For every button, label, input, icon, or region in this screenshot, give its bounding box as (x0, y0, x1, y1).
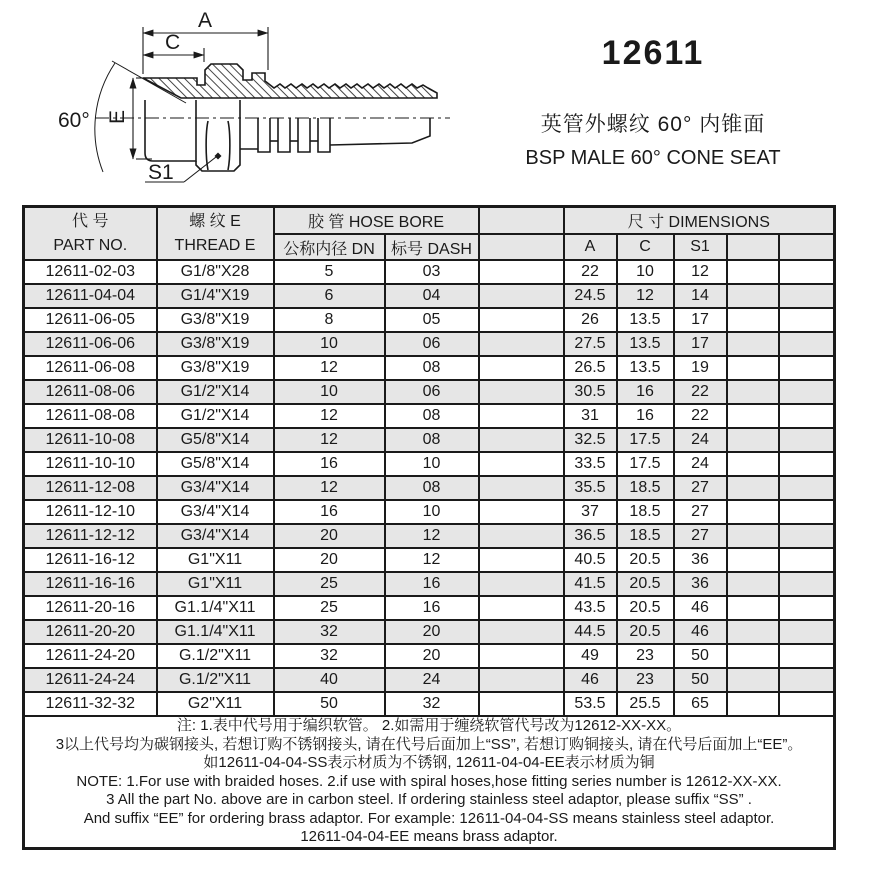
table-cell (479, 572, 564, 596)
header-part-no-en: PART NO. (53, 236, 128, 254)
table-cell: 50 (274, 692, 385, 716)
table-cell (479, 500, 564, 524)
dim-a (143, 27, 268, 74)
table-cell: 12 (385, 524, 479, 548)
table-cell (779, 668, 835, 692)
table-cell (727, 644, 779, 668)
note-line: NOTE: 1.For use with braided hoses. 2.if use with spiral hoses,hose fitting series number is 12612-XX-XX. (76, 772, 782, 790)
table-cell: 12 (674, 260, 727, 284)
note-line: 注: 1.表中代号用于编织软管。 2.如需用于缠绕软管代号改为12612-XX-XX。 (176, 717, 682, 734)
table-cell (779, 428, 835, 452)
table-cell (727, 620, 779, 644)
table-cell (779, 308, 835, 332)
table-cell (727, 524, 779, 548)
table-cell (479, 260, 564, 284)
table-cell: 50 (674, 668, 727, 692)
table-cell: G.1/2"X11 (157, 644, 274, 668)
table-row (24, 500, 835, 524)
table-cell: 24 (385, 668, 479, 692)
table-cell: G5/8"X14 (157, 452, 274, 476)
table-cell: 13.5 (617, 332, 674, 356)
table-cell: 26 (564, 308, 617, 332)
table-cell: 40 (274, 668, 385, 692)
table-row (24, 308, 835, 332)
table-cell: 12611-08-06 (24, 380, 157, 404)
table-cell: 44.5 (564, 620, 617, 644)
header-dim-a: A (564, 234, 617, 260)
dim-c-label: C (165, 31, 181, 54)
table-cell: G1/2"X14 (157, 380, 274, 404)
header-part-no-zh: 代 号 (72, 212, 109, 230)
table-cell: G5/8"X14 (157, 428, 274, 452)
table-cell: 12611-04-04 (24, 284, 157, 308)
table-cell: G3/8"X19 (157, 308, 274, 332)
subtitle-chinese: 英管外螺纹 60° 内锥面 (540, 113, 766, 136)
table-cell: 12611-10-10 (24, 452, 157, 476)
table-cell (779, 284, 835, 308)
table-cell: 24 (674, 428, 727, 452)
table-cell: 20 (385, 644, 479, 668)
dim-e-label: E (106, 109, 129, 124)
table-cell: 35.5 (564, 476, 617, 500)
table-cell: G1/4"X19 (157, 284, 274, 308)
table-cell: 10 (385, 500, 479, 524)
table-cell: 25 (274, 572, 385, 596)
table-cell (479, 548, 564, 572)
table-cell: 12 (274, 476, 385, 500)
table-cell (479, 428, 564, 452)
table-cell: G2"X11 (157, 692, 274, 716)
table-cell: 12 (274, 404, 385, 428)
table-cell (479, 356, 564, 380)
table-cell (727, 284, 779, 308)
table-cell (779, 596, 835, 620)
table-cell (727, 404, 779, 428)
subtitle-english: BSP MALE 60° CONE SEAT (525, 147, 781, 169)
table-cell: 10 (274, 332, 385, 356)
table-cell: G1.1/4"X11 (157, 620, 274, 644)
table-cell: 36 (674, 548, 727, 572)
table-cell: 12 (617, 284, 674, 308)
table-cell (727, 500, 779, 524)
table-cell: 65 (674, 692, 727, 716)
table-row (24, 692, 835, 716)
table-cell: 18.5 (617, 500, 674, 524)
table-cell (779, 476, 835, 500)
table-cell: 20.5 (617, 548, 674, 572)
table-cell: G3/4"X14 (157, 476, 274, 500)
table-cell: 32 (274, 644, 385, 668)
table-cell (727, 332, 779, 356)
table-cell: 46 (564, 668, 617, 692)
table-cell: G1.1/4"X11 (157, 596, 274, 620)
header-dim-s1: S1 (674, 234, 727, 260)
table-cell: 05 (385, 308, 479, 332)
note-line: 3以上代号均为碳钢接头, 若想订购不锈钢接头, 请在代号后面加上“SS”, 若想订购铜接头, 请在代号后面加上“EE”。 (55, 735, 803, 753)
table-cell (479, 284, 564, 308)
table-cell: 03 (385, 260, 479, 284)
s1-label: S1 (148, 161, 174, 184)
table-cell: 16 (385, 596, 479, 620)
table-cell: 30.5 (564, 380, 617, 404)
notes-row (24, 716, 835, 848)
table-cell: 12611-06-05 (24, 308, 157, 332)
header-thread-zh: 螺 纹 E (189, 212, 241, 230)
table-cell (479, 644, 564, 668)
table-cell: 08 (385, 404, 479, 428)
table-row (24, 332, 835, 356)
table-row (24, 572, 835, 596)
table-cell: 20 (385, 620, 479, 644)
table-cell: 23 (617, 668, 674, 692)
table-cell: 16 (274, 452, 385, 476)
table-cell (779, 260, 835, 284)
table-cell (779, 644, 835, 668)
table-cell: 12611-24-24 (24, 668, 157, 692)
table-cell: 8 (274, 308, 385, 332)
table-cell (779, 620, 835, 644)
table-cell: 12611-06-08 (24, 356, 157, 380)
table-cell (479, 404, 564, 428)
table-cell (479, 476, 564, 500)
header-part-no (24, 207, 157, 261)
header-spare-bottom (479, 234, 564, 260)
table-cell: G1"X11 (157, 548, 274, 572)
table-cell: 5 (274, 260, 385, 284)
table-cell: G3/8"X19 (157, 356, 274, 380)
table-cell: G1"X11 (157, 572, 274, 596)
table-cell: 12611-20-20 (24, 620, 157, 644)
table-cell: 36.5 (564, 524, 617, 548)
dim-a-label: A (198, 9, 213, 32)
table-cell (727, 692, 779, 716)
table-cell: 12611-06-06 (24, 332, 157, 356)
table-cell: 26.5 (564, 356, 617, 380)
table-cell: 40.5 (564, 548, 617, 572)
table-cell: G3/4"X14 (157, 500, 274, 524)
fitting-drawing (0, 0, 460, 200)
header-dimensions: 尺 寸 DIMENSIONS (564, 207, 835, 235)
table-cell: 53.5 (564, 692, 617, 716)
table-cell: 33.5 (564, 452, 617, 476)
header-dn: 公称内径 DN (274, 234, 385, 260)
table-cell: 18.5 (617, 476, 674, 500)
table-row (24, 476, 835, 500)
table-cell: 12611-12-12 (24, 524, 157, 548)
table-cell: 12611-20-16 (24, 596, 157, 620)
table-cell: 22 (674, 380, 727, 404)
table-cell (727, 452, 779, 476)
table-cell: 12611-12-10 (24, 500, 157, 524)
table-row (24, 404, 835, 428)
table-cell (727, 428, 779, 452)
table-cell: 19 (674, 356, 727, 380)
table-cell (779, 524, 835, 548)
table-cell: 16 (274, 500, 385, 524)
table-cell: 24.5 (564, 284, 617, 308)
table-row (24, 644, 835, 668)
table-cell: 20.5 (617, 596, 674, 620)
table-cell: 25 (274, 596, 385, 620)
header-hose-bore: 胶 管 HOSE BORE (274, 207, 479, 235)
table-row (24, 596, 835, 620)
cone-angle-label: 60° (58, 109, 90, 132)
exterior-lower (145, 100, 430, 171)
table-cell: 14 (674, 284, 727, 308)
table-row (24, 524, 835, 548)
table-cell: 17 (674, 332, 727, 356)
table-cell (727, 572, 779, 596)
table-cell: 12 (274, 356, 385, 380)
table-cell: 49 (564, 644, 617, 668)
table-cell: 27 (674, 500, 727, 524)
table-cell: 16 (617, 380, 674, 404)
table-cell (727, 308, 779, 332)
table-cell (727, 476, 779, 500)
table-cell: 10 (385, 452, 479, 476)
table-cell (779, 452, 835, 476)
table-row (24, 260, 835, 284)
table-cell: 12611-16-16 (24, 572, 157, 596)
table-cell: 37 (564, 500, 617, 524)
table-row (24, 428, 835, 452)
table-cell (479, 596, 564, 620)
table-cell: 32 (274, 620, 385, 644)
header-spare-1 (727, 234, 779, 260)
table-cell (727, 260, 779, 284)
table-cell: 27 (674, 476, 727, 500)
table-cell: 24 (674, 452, 727, 476)
table-cell (479, 452, 564, 476)
table-cell (727, 548, 779, 572)
header-thread-en: THREAD E (174, 236, 256, 254)
table-cell (779, 404, 835, 428)
table-cell: 20.5 (617, 620, 674, 644)
header-spare-2 (779, 234, 835, 260)
table-cell: 22 (564, 260, 617, 284)
table-cell (479, 380, 564, 404)
table-cell: 17.5 (617, 428, 674, 452)
table-cell (779, 692, 835, 716)
table-cell: 23 (617, 644, 674, 668)
note-line: 3 All the part No. above are in carbon steel. If ordering stainless steel adaptor, please suffix “SS” . (106, 791, 752, 808)
table-cell (479, 692, 564, 716)
table-cell: 06 (385, 380, 479, 404)
table-cell: 12611-24-20 (24, 644, 157, 668)
note-line: 如12611-04-04-SS表示材质为不锈钢, 12611-04-04-EE表示材质为铜 (203, 754, 655, 771)
table-cell (727, 668, 779, 692)
table-cell: 08 (385, 476, 479, 500)
table-row (24, 380, 835, 404)
table-row (24, 284, 835, 308)
table-cell (779, 332, 835, 356)
table-cell: 22 (674, 404, 727, 428)
title-block (458, 34, 848, 170)
table-cell: 46 (674, 620, 727, 644)
table-cell: 50 (674, 644, 727, 668)
table-row (24, 668, 835, 692)
table-cell: 12611-12-08 (24, 476, 157, 500)
table-cell: 32.5 (564, 428, 617, 452)
table-cell: G1/2"X14 (157, 404, 274, 428)
table-cell: 12611-16-12 (24, 548, 157, 572)
table-cell: 31 (564, 404, 617, 428)
header-spare-top (479, 207, 564, 235)
table-cell (479, 620, 564, 644)
table-cell: 27 (674, 524, 727, 548)
table-cell: 12611-02-03 (24, 260, 157, 284)
table-cell: G1/8"X28 (157, 260, 274, 284)
table-cell (779, 380, 835, 404)
table-cell (779, 548, 835, 572)
table-cell: 08 (385, 428, 479, 452)
table-cell (479, 668, 564, 692)
table-cell (727, 596, 779, 620)
table-cell: 06 (385, 332, 479, 356)
table-cell: 12611-10-08 (24, 428, 157, 452)
table-cell: 20.5 (617, 572, 674, 596)
table-cell: 17.5 (617, 452, 674, 476)
section-upper (143, 64, 437, 98)
part-series-code: 12611 (601, 34, 705, 72)
table-cell (479, 524, 564, 548)
table-cell (779, 500, 835, 524)
table-cell: 10 (617, 260, 674, 284)
table-cell: 20 (274, 548, 385, 572)
table-cell: 08 (385, 356, 479, 380)
table-cell: 12 (385, 548, 479, 572)
header-dim-c: C (617, 234, 674, 260)
table-cell: 6 (274, 284, 385, 308)
table-cell: 18.5 (617, 524, 674, 548)
table-cell (727, 380, 779, 404)
table-row (24, 548, 835, 572)
table-cell: 16 (617, 404, 674, 428)
notes-box (24, 716, 835, 848)
table-cell: 13.5 (617, 356, 674, 380)
table-row (24, 620, 835, 644)
table-cell: 41.5 (564, 572, 617, 596)
table-body (24, 260, 835, 716)
table-cell (727, 356, 779, 380)
table-cell (479, 308, 564, 332)
table-cell: G.1/2"X11 (157, 668, 274, 692)
note-line: And suffix “EE” for ordering brass adaptor. For example: 12611-04-04-SS means stainless steel adaptor. (83, 809, 775, 827)
table-cell: 13.5 (617, 308, 674, 332)
table-cell: 32 (385, 692, 479, 716)
table-cell: 20 (274, 524, 385, 548)
table-cell: 36 (674, 572, 727, 596)
table-cell: G3/4"X14 (157, 524, 274, 548)
header-dash: 标号 DASH (385, 234, 479, 260)
table-cell: 04 (385, 284, 479, 308)
table-cell: 27.5 (564, 332, 617, 356)
table-cell: 46 (674, 596, 727, 620)
table-cell: 12611-08-08 (24, 404, 157, 428)
table-cell (479, 332, 564, 356)
table-row (24, 356, 835, 380)
table-cell (779, 572, 835, 596)
table-cell: 10 (274, 380, 385, 404)
note-line: 12611-04-04-EE means brass adaptor. (300, 828, 558, 845)
table-row (24, 452, 835, 476)
header-thread (157, 207, 274, 261)
table-cell: 43.5 (564, 596, 617, 620)
table-cell: 16 (385, 572, 479, 596)
table-cell: 17 (674, 308, 727, 332)
table-cell (779, 356, 835, 380)
table-cell: 12611-32-32 (24, 692, 157, 716)
table-cell: 25.5 (617, 692, 674, 716)
table-cell: G3/8"X19 (157, 332, 274, 356)
spec-table (22, 205, 836, 850)
table-cell: 12 (274, 428, 385, 452)
